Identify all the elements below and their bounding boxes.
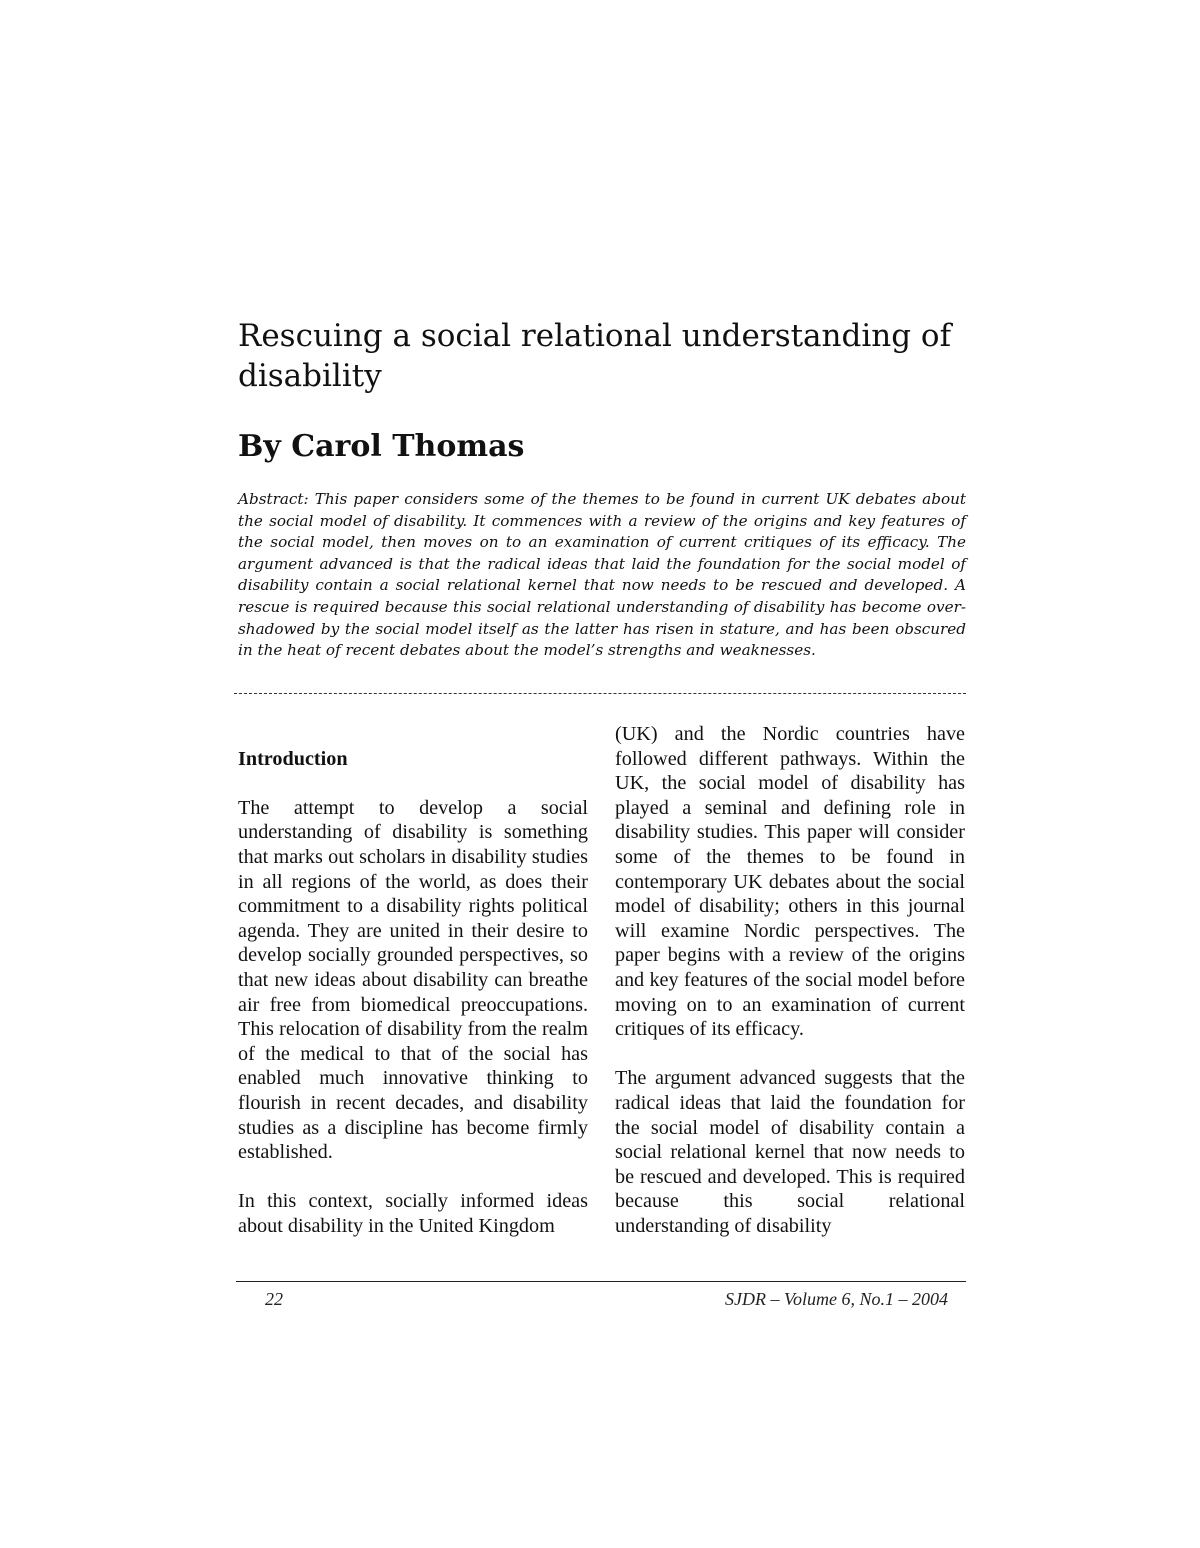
right-column	[615, 722, 965, 1263]
journal-reference: SJDR – Volume 6, No.1 – 2004	[725, 1289, 948, 1309]
section-heading: Introduction	[238, 747, 348, 770]
article-title: Rescuing a social relational understanding of disability	[238, 318, 952, 394]
author-byline: By Carol Thomas	[238, 429, 525, 464]
section-divider	[234, 693, 966, 694]
paragraph: In this context, socially informed ideas about disability in the United Kingdom	[238, 1190, 588, 1237]
paragraph: (UK) and the Nordic countries have followed different pathways. Within the UK, the social model of disability has played a seminal and defining role in disability studies. This paper will consider some of the themes to be found in contemporary UK debates about the social model of disability; others in this journal will examine Nordic perspectives. The paper begins with a review of the origins and key features of the social model before moving on to an examination of current critiques of its efficacy.	[615, 723, 965, 1041]
left-column	[238, 722, 588, 1263]
paragraph: The argument advanced suggests that the radical ideas that laid the foundation for the social model of disability contain a social relational kernel that now needs to be rescued and developed. This is required because this social relational understanding of disability	[615, 1067, 965, 1237]
footer-rule	[236, 1281, 966, 1282]
page-number: 22	[265, 1289, 283, 1309]
paragraph: The attempt to develop a social understanding of disability is something that marks out scholars in disability studies in all regions of the world, as does their commitment to a disability rights political agenda. They are united in their desire to develop socially grounded perspectives, so that new ideas about disability can breathe air free from biomedical preoccupations. This relocation of disability from the realm of the medical to that of the social has enabled much innovative thinking to flourish in recent decades, and disability studies as a discipline has become firmly established.	[238, 796, 588, 1164]
abstract: Abstract: This paper considers some of the themes to be found in current UK debates about the social model of disability. It commences with a review of the origins and key features of the social model, then moves on to an examination of current critiques of its efficacy. The argument advanced is that the radical ideas that laid the foundation for the social model of disability contain a social relational kernel that now needs to be rescued and developed. A rescue is required because this social relational understanding of disability has become over-shadowed by the social model itself as the latter has risen in stature, and has been obscured in the heat of recent debates about the model’s strengths and weaknesses.	[238, 490, 966, 660]
